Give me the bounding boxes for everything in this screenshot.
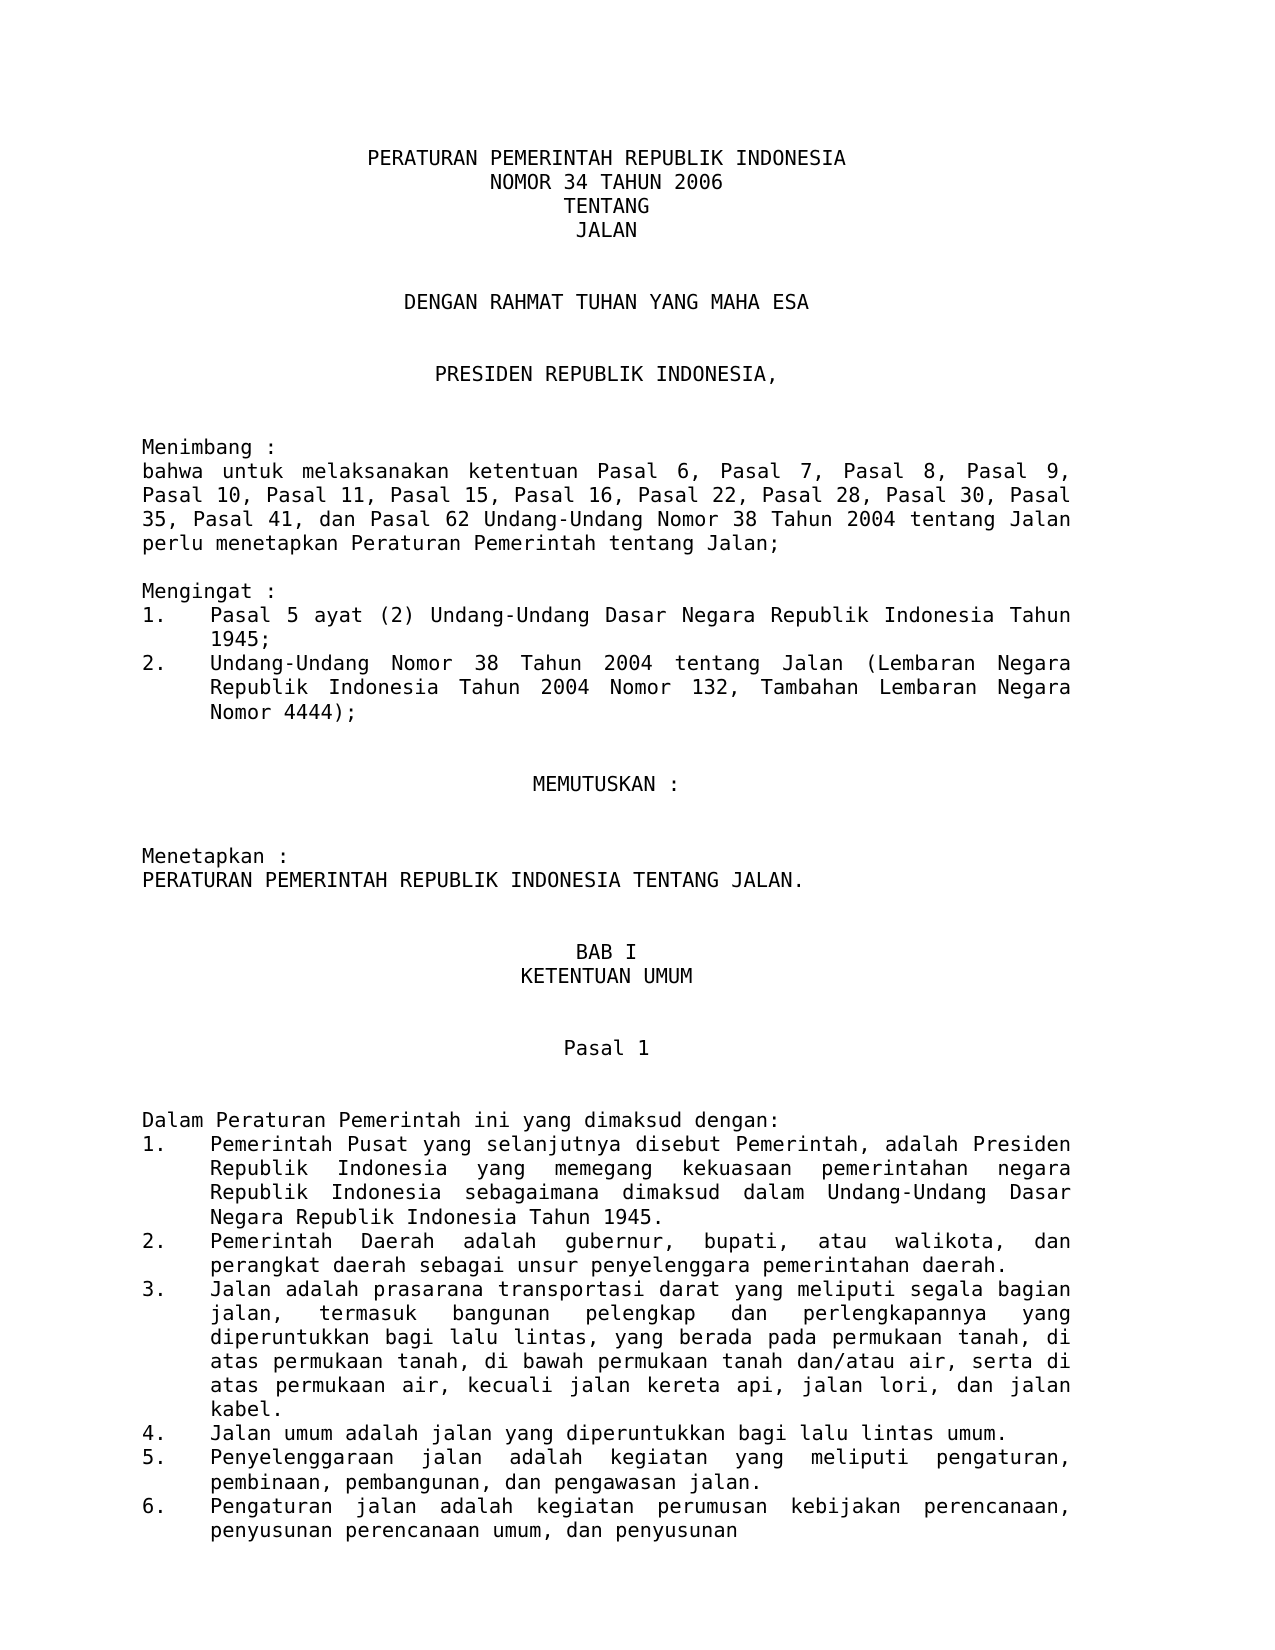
- spacer: [142, 314, 1071, 362]
- recalling-heading: Mengingat :: [142, 579, 278, 604]
- list-item: [142, 1132, 1071, 1228]
- chapter-label: BAB I: [575, 939, 638, 964]
- regulation-subject: JALAN: [575, 218, 638, 243]
- list-item-text: Penyelenggaraan jalan adalah kegiatan yang meliputi pengaturan, pembinaan, pembangunan, dan pengawasan jalan.: [210, 1445, 1071, 1494]
- list-item: [142, 1421, 1071, 1445]
- list-item-number: 2.: [142, 651, 167, 676]
- document-body: [142, 146, 1071, 1542]
- list-item-number: 1.: [142, 603, 167, 628]
- spacer: [142, 724, 1071, 772]
- spacer: [142, 242, 1071, 290]
- article-label: Pasal 1: [563, 1036, 650, 1061]
- considering-heading: Menimbang :: [142, 434, 278, 459]
- list-item-text: Pemerintah Daerah adalah gubernur, bupati, atau walikota, dan perangkat daerah sebagai unsur penyelenggara pemerintahan daerah.: [210, 1228, 1071, 1277]
- list-item-text: Jalan umum adalah jalan yang diperuntukkan bagi lalu lintas umum.: [210, 1421, 1008, 1446]
- list-item-text: Pasal 5 ayat (2) Undang-Undang Dasar Negara Republik Indonesia Tahun 1945;: [210, 603, 1071, 652]
- enacting-heading: Menetapkan :: [142, 843, 290, 868]
- spacer: [142, 796, 1071, 844]
- list-item-text: Pengaturan jalan adalah kegiatan perumusan kebijakan perencanaan, penyusunan perencanaan umum, dan penyusunan: [210, 1493, 1071, 1542]
- list-item-number: 3.: [142, 1276, 167, 1301]
- considering-body: bahwa untuk melaksanakan ketentuan Pasal 6, Pasal 7, Pasal 8, Pasal 9, Pasal 10, Pasal 11, Pasal 15, Pasal 16, Pasal 22, Pasal 28, Pasal 30, Pasal 35, Pasal 41, dan Pasal 62 Undang-Undang Nomor 38 Tahun 2004 tentang Jalan perlu menetapkan Peraturan Pemerintah tentang Jalan;: [142, 458, 1071, 555]
- list-item-number: 2.: [142, 1228, 167, 1253]
- definitions-list: [142, 1132, 1071, 1542]
- list-item: [142, 1229, 1071, 1277]
- spacer: [142, 1060, 1071, 1108]
- list-item-text: Undang-Undang Nomor 38 Tahun 2004 tentang Jalan (Lembaran Negara Republik Indonesia Tahun 2004 Nomor 132, Tambahan Lembaran Negara Nomor 4444);: [210, 651, 1071, 724]
- regulation-number-line: NOMOR 34 TAHUN 2006: [489, 170, 724, 195]
- regulation-title-line1: PERATURAN PEMERINTAH REPUBLIK INDONESIA: [367, 146, 846, 170]
- list-item-text: Pemerintah Pusat yang selanjutnya disebut Pemerintah, adalah Presiden Republik Indonesia yang memegang kekuasaan pemerintahan negara Republik Indonesia sebagaimana dimaksud dalam Undang-Undang Dasar Negara Republik Indonesia Tahun 1945.: [210, 1132, 1071, 1229]
- list-item-text: Jalan adalah prasarana transportasi darat yang meliputi segala bagian jalan, termasuk bangunan pelengkap dan perlengkapannya yang diperuntukkan bagi lalu lintas, yang berada pada permukaan tanah, di atas permukaan tanah, di bawah permukaan tanah dan/atau air, serta di atas permukaan air, kecuali jalan kereta api, jalan lori, dan jalan kabel.: [210, 1276, 1071, 1422]
- list-item: [142, 1277, 1071, 1422]
- list-item: [142, 1494, 1071, 1542]
- invocation-line: DENGAN RAHMAT TUHAN YANG MAHA ESA: [403, 290, 810, 315]
- regulation-tentang-label: TENTANG: [563, 194, 650, 219]
- list-item-number: 4.: [142, 1421, 167, 1446]
- list-item-number: 6.: [142, 1493, 167, 1518]
- spacer: [142, 988, 1071, 1036]
- chapter-title: KETENTUAN UMUM: [520, 963, 693, 988]
- authority-line: PRESIDEN REPUBLIK INDONESIA,: [434, 362, 779, 387]
- list-item-number: 5.: [142, 1445, 167, 1470]
- spacer: [142, 555, 1071, 579]
- list-item: [142, 1445, 1071, 1493]
- list-item-number: 1.: [142, 1132, 167, 1157]
- deciding-heading: MEMUTUSKAN :: [532, 771, 681, 796]
- spacer: [142, 892, 1071, 940]
- list-item: [142, 651, 1071, 723]
- recalling-list: [142, 603, 1071, 723]
- enacting-title: PERATURAN PEMERINTAH REPUBLIK INDONESIA TENTANG JALAN.: [142, 867, 805, 892]
- article-lead-in: Dalam Peraturan Pemerintah ini yang dimaksud dengan:: [142, 1108, 781, 1133]
- list-item: [142, 603, 1071, 651]
- spacer: [142, 387, 1071, 435]
